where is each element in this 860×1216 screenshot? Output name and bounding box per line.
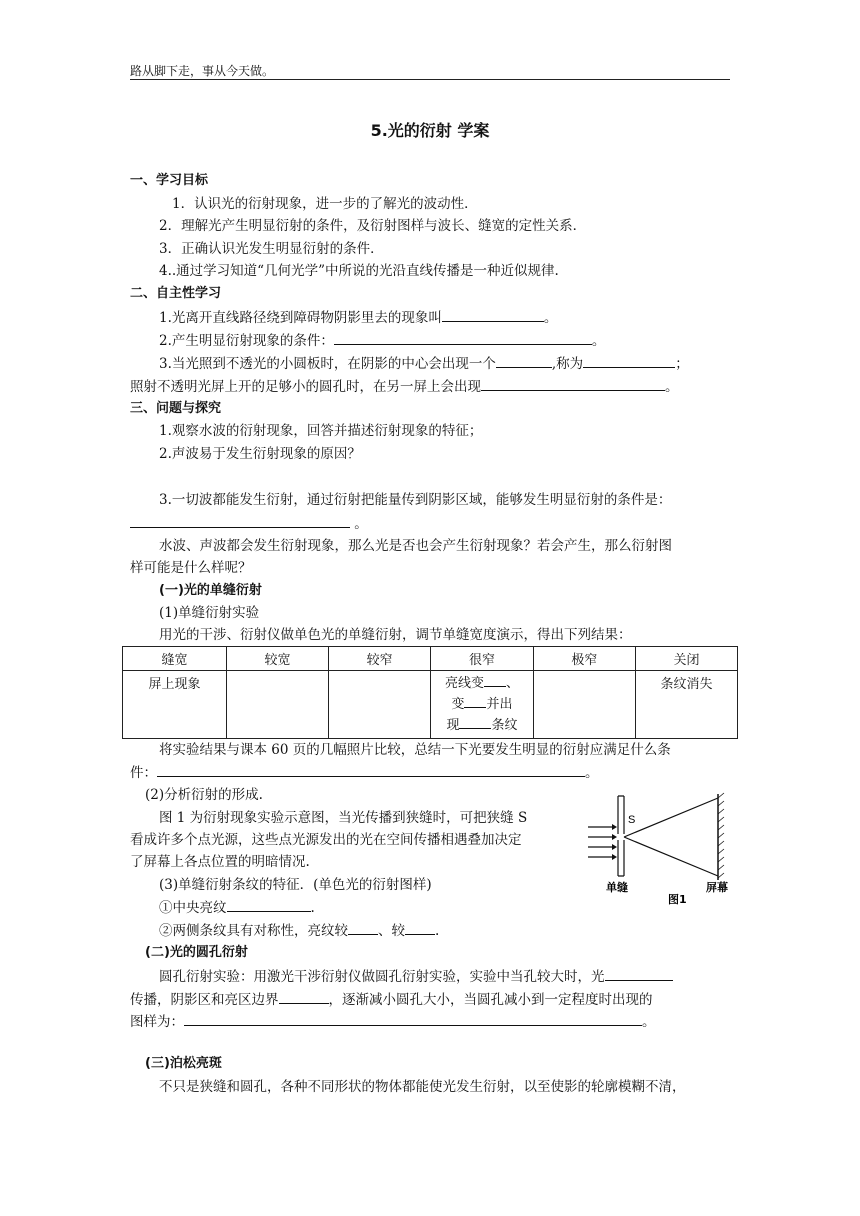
answer-blank[interactable] [484,673,506,687]
feature-1 [159,898,315,917]
table-cell[interactable] [533,671,635,739]
table-row [123,671,738,739]
table-cell-closed: 条纹消失 [635,671,737,739]
single-slit-experiment-text: 用光的干涉、衍射仪做单色光的单缝衍射，调节单缝宽度演示，得出下列结果： [159,627,632,643]
table-header: 极窄 [533,647,635,671]
answer-blank[interactable] [227,898,311,912]
ray-upper [624,798,718,837]
compare-text: 件： [130,765,157,781]
section-1-heading: 一、学习目标 [130,173,209,188]
feature-2-text: ②两侧条纹具有对称性，亮纹较 [159,923,348,939]
answer-blank[interactable] [184,1012,642,1026]
q3-text-d: 照射不透明光屏上开的足够小的圆孔时，在另一屏上会出现 [130,379,481,395]
explore-q3-cont [130,514,368,533]
q3-text-c: ； [675,356,689,372]
cell-text: 条纹 [491,718,518,733]
objective-1: 1．认识光的衍射现象，进一步的了解光的波动性． [172,196,478,212]
figure-text-1: 图 1 为衍射现象实验示意图，当光传播到狭缝时，可把狭缝 S [159,810,528,826]
cell-text: 现 [446,718,460,733]
answer-blank[interactable] [405,921,435,935]
header-motto: 路从脚下走，事从今天做。 [130,64,275,78]
objective-2: 2．理解光产生明显衍射的条件，及衍射图样与波长、缝宽的定性关系． [159,218,587,234]
hole-line-3 [130,1012,656,1031]
objective-3: 3．正确认识光发生明显衍射的条件． [159,241,384,257]
q3-end: 。 [354,516,368,532]
section-3-heading: 三、问题与探究 [130,401,222,416]
header-rule [130,79,730,80]
single-slit-experiment-title: (1)单缝衍射实验 [159,605,260,621]
q2-end: 。 [591,333,606,349]
answer-blank[interactable] [481,377,665,391]
figure-text-2: 看成许多个点光源，这些点光源发出的光在空间传播相遇叠加决定 [130,832,522,848]
answer-blank[interactable] [583,354,675,368]
hole-text: 传播，阴影区和亮区边界 [130,992,279,1008]
cell-text: 、 [505,676,519,691]
explore-q3: 3.一切波都能发生衍射，通过衍射把能量传到阴影区域，能够发生明显衍射的条件是： [159,492,672,508]
answer-blank[interactable] [348,921,378,935]
hole-line-2 [130,990,653,1009]
figure-text-3: 了屏幕上各点位置的明暗情况. [130,854,310,870]
compare-end: 。 [585,765,599,781]
slit-s-label: S [628,814,636,826]
arrow-heads [612,824,617,860]
slit-label: 单缝 [606,881,628,894]
hole-text: 图样为： [130,1014,184,1030]
table-header: 较窄 [329,647,431,671]
feature-1-end: . [310,900,315,916]
q3-end: 。 [665,379,679,395]
table-cell-very-narrow [431,671,534,739]
screen-hatching [718,793,724,878]
q3-text: 3.当光照到不透光的小圆板时，在阴影的中心会出现一个 [159,356,496,372]
feature-1-text: ①中央亮纹 [159,900,227,916]
answer-blank[interactable] [130,514,350,528]
answer-blank[interactable] [496,354,552,368]
ray-lower [624,837,718,876]
cell-text: 变 [451,697,465,712]
answer-blank[interactable] [464,694,486,708]
section-2-heading: 二、自主性学习 [130,286,222,301]
self-study-q2 [159,331,605,350]
table-header-row [123,647,738,671]
self-study-q3-cont [130,377,679,396]
q2-text: 2.产生明显衍射现象的条件： [159,333,334,349]
answer-blank[interactable] [334,331,592,345]
poisson-text: 不只是狭缝和圆孔，各种不同形状的物体都能使光发生衍射，以至使影的轮廓模糊不清， [159,1079,686,1095]
q3-text-b: ,称为 [551,356,584,372]
explore-q1: 1.观察水波的衍射现象，回答并描述衍射现象的特征； [159,423,483,439]
incident-arrows [588,827,612,857]
answer-blank[interactable] [442,308,544,322]
subsection-circular-hole: (二)光的圆孔衍射 [145,945,248,960]
explore-q2: 2.声波易于发生衍射现象的原因？ [159,446,361,462]
table-cell[interactable] [329,671,431,739]
question-paragraph-1: 水波、声波都会发生衍射现象，那么光是否也会产生衍射现象？若会产生，那么衍射图 [159,538,672,554]
subsection-poisson-spot: (三)泊松亮斑 [145,1056,222,1071]
slit-upper-plate [618,796,624,834]
slit-lower-plate [618,840,624,876]
compare-line-1: 将实验结果与课本 60 页的几幅照片比较，总结一下光要发生明显的衍射应满足什么条 [159,742,671,758]
answer-blank[interactable] [157,763,585,777]
q1-text: 1.光离开直线路径绕到障碍物阴影里去的现象叫 [159,310,442,326]
table-header: 很窄 [431,647,534,671]
table-header: 缝宽 [123,647,227,671]
results-table [122,646,738,739]
analysis-title: (2)分析衍射的形成. [145,787,263,803]
features-title: (3)单缝衍射条纹的特征．(单色光的衍射图样) [159,877,432,893]
feature-2-text-b: 、较 [378,923,405,939]
answer-blank[interactable] [605,967,673,981]
feature-2-end: . [435,923,440,939]
self-study-q1 [159,308,557,327]
feature-2 [159,921,439,940]
cell-text: 并出 [486,697,513,712]
figure-caption: 图1 [668,893,687,905]
table-cell[interactable] [227,671,329,739]
table-header: 较宽 [227,647,329,671]
screen-label: 屏幕 [706,881,728,894]
objective-4: 4..通过学习知道“几何光学”中所说的光沿直线传播是一种近似规律. [159,263,559,279]
answer-blank[interactable] [459,715,491,729]
diffraction-figure [584,790,734,905]
page-title: 5.光的衍射 学案 [370,121,490,140]
hole-end: 。 [642,1014,656,1030]
subsection-single-slit: (一)光的单缝衍射 [159,583,262,598]
hole-text-b: ，逐渐减小圆孔大小，当圆孔减小到一定程度时出现的 [328,992,653,1008]
hole-text: 圆孔衍射实验：用激光干涉衍射仪做圆孔衍射实验，实验中当孔较大时，光 [159,969,605,985]
answer-blank[interactable] [279,990,329,1004]
hole-line-1 [159,967,673,986]
q1-end: 。 [543,310,558,326]
question-paragraph-2: 样可能是什么样呢？ [130,560,252,576]
table-cell-label: 屏上现象 [123,671,227,739]
compare-line-2 [130,763,599,782]
self-study-q3 [159,354,689,373]
cell-text: 亮线变 [444,676,484,691]
table-header: 关闭 [635,647,737,671]
